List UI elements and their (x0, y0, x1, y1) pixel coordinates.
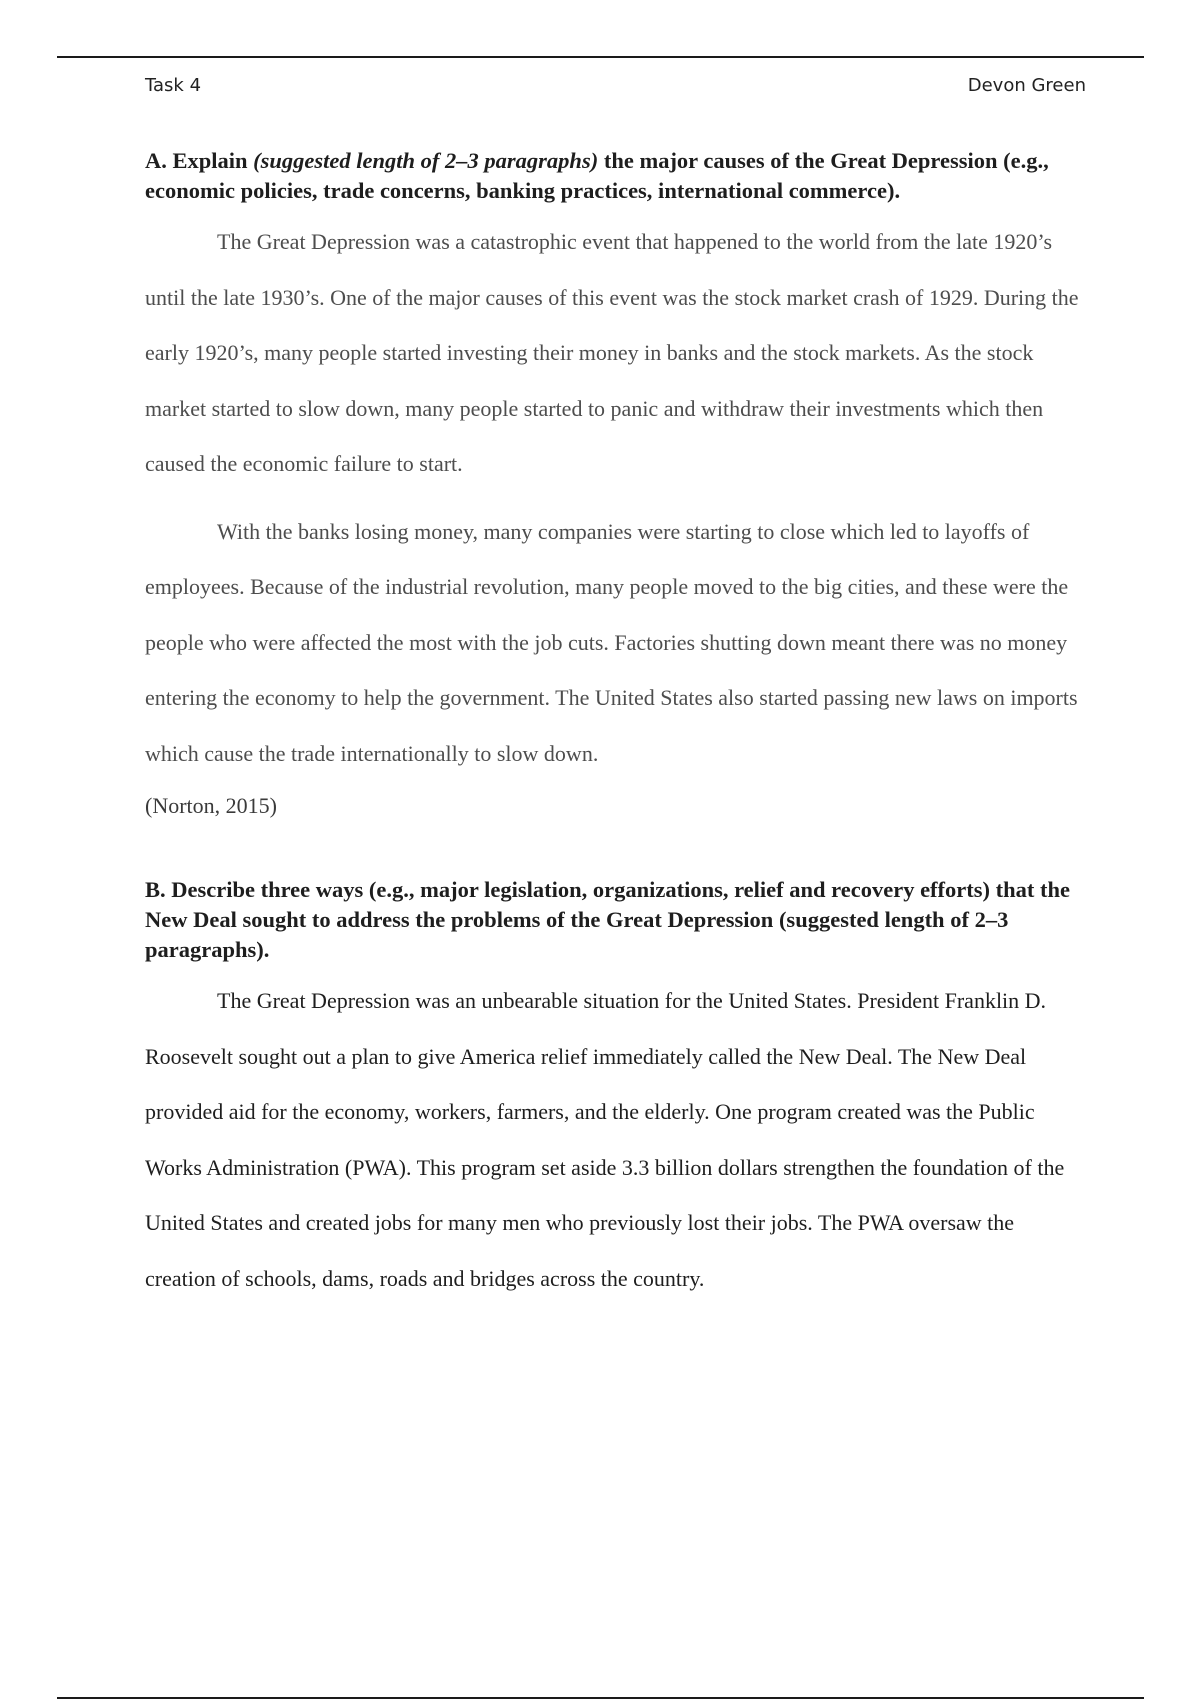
header-rule (57, 56, 1144, 58)
section-a-citation: (Norton, 2015) (145, 793, 277, 818)
header-task-label: Task 4 (145, 75, 202, 96)
footer-rule (57, 1697, 1144, 1699)
section-a-prompt-lead: A. Explain (145, 148, 254, 173)
section-b-paragraph-1: The Great Depression was an unbearable situation for the United States. President Franklin D. Roosevelt sought out a plan to give America relief immediately called the New Deal. The New Deal provided aid for the economy, workers, farmers, and the elderly. One program created was the Public Works Administration (PWA). This program set aside 3.3 billion dollars strengthen the foundation of the United States and created jobs for many men who previously lost their jobs. The PWA oversaw the creation of schools, dams, roads and bridges across the country. (145, 988, 1065, 1291)
section-a-prompt-tail: the major causes of the Great Depression (e.g., economic policies, trade concerns, banking practices, international commerce). (145, 148, 1049, 203)
document-body (145, 146, 1090, 1306)
section-a-prompt (145, 146, 1090, 206)
section-a-paragraph-2: With the banks losing money, many companies were starting to close which led to layoffs of employees. Because of the industrial revolution, many people moved to the big cities, and these were the people who were affected the most with the job cuts. Factories shutting down meant there was no money entering the economy to help the government. The United States also started passing new laws on imports which cause the trade internationally to slow down. (145, 518, 1078, 766)
section-b-prompt: B. Describe three ways (e.g., major legislation, organizations, relief and recovery efforts) that the New Deal sought to address the problems of the Great Depression (suggested length of 2–3 paragraphs). (145, 877, 1071, 962)
section-a-prompt-italic: (suggested length of 2–3 paragraphs) (253, 148, 599, 173)
header-author-name: Devon Green (967, 75, 1086, 96)
section-a-paragraph-1: The Great Depression was a catastrophic event that happened to the world from the late 1920’s until the late 1930’s. One of the major causes of this event was the stock market crash of 1929. During the early 1920’s, many people started investing their money in banks and the stock markets. As the stock market started to slow down, many people started to panic and withdraw their investments which then caused the economic failure to start. (145, 229, 1079, 476)
